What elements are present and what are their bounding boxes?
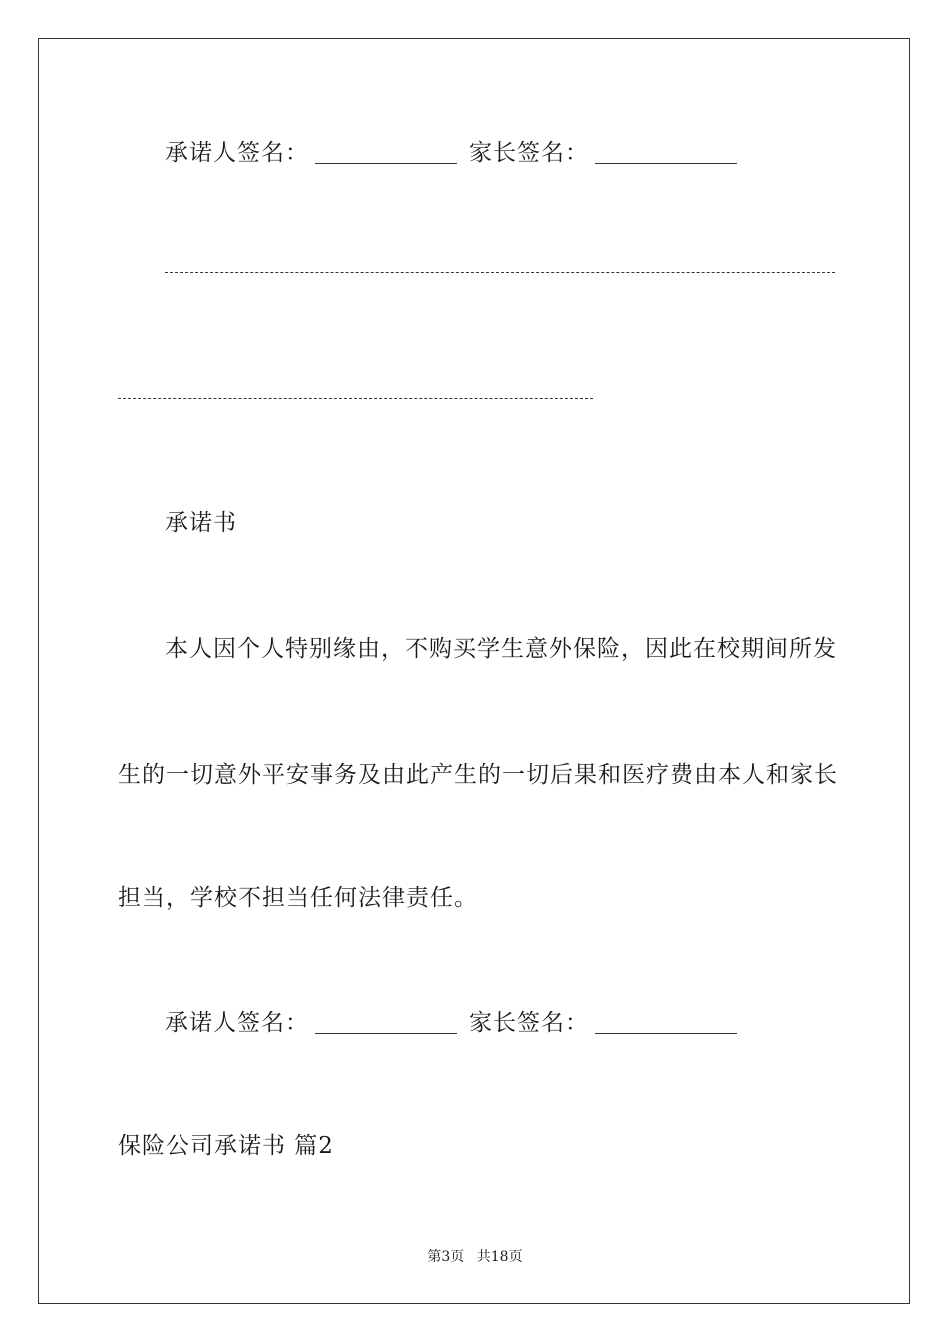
page-footer — [0, 1248, 950, 1266]
body-line-1: 本人因个人特别缘由，不购买学生意外保险，因此在校期间所发 — [165, 636, 837, 662]
body-line-3: 担当，学校不担当任何法律责任。 — [118, 885, 478, 911]
next-section-title: 保险公司承诺书 篇2 — [118, 1133, 334, 1159]
cut-line-dashes-2 — [118, 398, 593, 399]
parent-signature-blank — [595, 143, 737, 164]
signature-row-1 — [165, 138, 749, 168]
promisor-signature-blank — [315, 1013, 457, 1034]
cut-line-dashes-1 — [165, 272, 835, 273]
promisor-signature-label: 承诺人签名： — [165, 1010, 309, 1036]
parent-signature-label: 家长签名： — [469, 140, 589, 166]
signature-row-2 — [165, 1008, 749, 1038]
page-frame — [38, 38, 910, 1304]
body-line-2: 生的一切意外平安事务及由此产生的一切后果和医疗费由本人和家长 — [118, 762, 838, 788]
page-total: 共18页 — [476, 1249, 523, 1265]
page-number: 第3页 — [427, 1249, 465, 1265]
promisor-signature-blank — [315, 143, 457, 164]
promisor-signature-label: 承诺人签名： — [165, 140, 309, 166]
parent-signature-label: 家长签名： — [469, 1010, 589, 1036]
section-heading: 承诺书 — [165, 510, 237, 536]
parent-signature-blank — [595, 1013, 737, 1034]
